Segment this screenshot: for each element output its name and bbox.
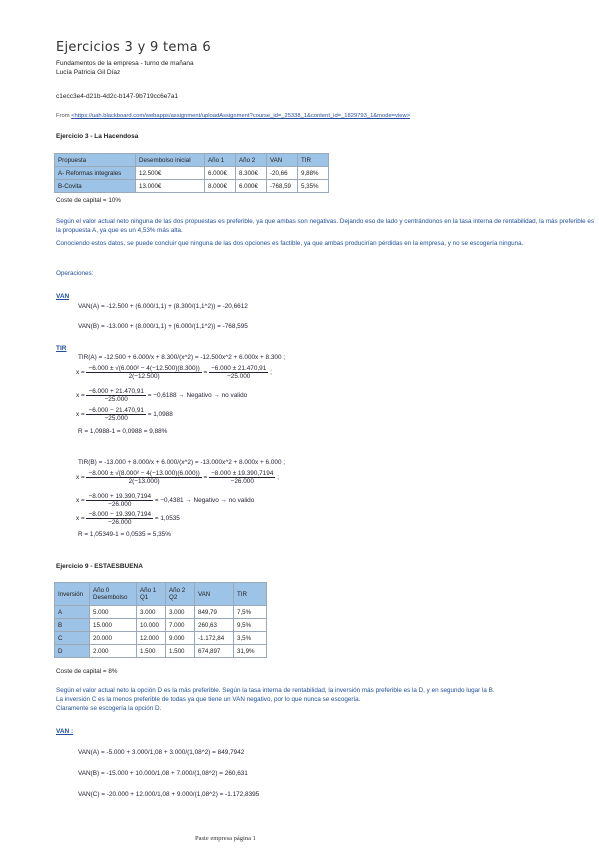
table-cell: 5.000 bbox=[90, 606, 137, 619]
ej3-operations-label: Operaciones: bbox=[56, 270, 94, 277]
table-header-row bbox=[55, 583, 267, 606]
tir-b-result: R = 1,05349-1 = 0,0535 = 5,35% bbox=[78, 531, 171, 538]
table-cell: 9,88% bbox=[298, 167, 329, 180]
table-cell: -768,59 bbox=[267, 180, 298, 193]
table-row bbox=[55, 167, 329, 180]
tir-b-quadratic: x = $\frac{\text{−8.000 ± √(8.000² − 4(−13.000)(6.000))}}{2(-13.000)}$ = $\frac{-8.000 \pm 19.390,7194}{-26.000}$ ; bbox=[76, 470, 279, 485]
table-cell: B bbox=[55, 619, 90, 632]
fraction: $\frac{\text{−8.000 ± √(8.000² − 4(−13.000)(6.000))}}{2(-13.000)}$ bbox=[88, 470, 200, 485]
col-header: VAN bbox=[195, 583, 234, 606]
table-cell: D bbox=[55, 645, 90, 658]
table-cell: 15.000 bbox=[90, 619, 137, 632]
table-cell: 5,35% bbox=[298, 180, 329, 193]
ej3-van-b: VAN(B) = -13.000 + (8.000/1,1) + (6.000/(1,1^2)) = -768,595 bbox=[78, 323, 248, 330]
table-cell: 1.500 bbox=[166, 645, 195, 658]
course-name: Fundamentos de la empresa - turno de mañana bbox=[56, 60, 194, 67]
ej3-van-label: VAN bbox=[56, 293, 70, 300]
tir-b-root-1: x = $\frac{-8.000 + 19.390,7194}{-26.000}$ = −0,4381 → Negativo → no valido bbox=[76, 493, 255, 508]
fraction: $\frac{-6.000 \pm 21.470,91}{-25.000}$ bbox=[211, 365, 267, 380]
table-cell: A bbox=[55, 606, 90, 619]
table-row bbox=[55, 632, 267, 645]
ej9-cost-of-capital: Coste de capital = 8% bbox=[56, 668, 118, 675]
col-header: Año 1 bbox=[205, 154, 236, 167]
table-cell: 3.000 bbox=[137, 606, 166, 619]
col-header: TIR bbox=[234, 583, 267, 606]
table-cell: 13.000€ bbox=[136, 180, 205, 193]
table-cell: 2.000 bbox=[90, 645, 137, 658]
ej9-paragraph-2: La inversión C es la menos preferible de todas ya que tiene un VAN negativo, por lo que nunca se escogería. bbox=[56, 696, 361, 703]
col-header: VAN bbox=[267, 154, 298, 167]
source-line bbox=[56, 112, 410, 120]
tir-b-equation: TIR(B) = -13.000 + 8.000/x + 6.000/(x^2) = -13.000x^2 + 8.000x + 6.000 ; bbox=[78, 459, 286, 466]
table-row bbox=[55, 180, 329, 193]
table-cell: 6.000€ bbox=[205, 167, 236, 180]
table-cell: 12.500€ bbox=[136, 167, 205, 180]
table-cell: 9.000 bbox=[166, 632, 195, 645]
table-row bbox=[55, 645, 267, 658]
table-cell: C bbox=[55, 632, 90, 645]
tir-a-result: R = 1,0988-1 = 0,0988 = 9,88% bbox=[78, 428, 168, 435]
table-cell: -20,66 bbox=[267, 167, 298, 180]
table-cell: 8.300€ bbox=[236, 167, 267, 180]
fraction: $\frac{-8.000 - 19.390,7194}{-26.000}$ bbox=[88, 511, 152, 526]
table-cell: 20.000 bbox=[90, 632, 137, 645]
tir-b-root-2: x = $\frac{-8.000 - 19.390,7194}{-26.000}$ = 1,0535 bbox=[76, 511, 180, 526]
fraction: $\frac{-6.000 + 21.470,91}{-25.000}$ bbox=[88, 388, 144, 403]
table-cell: 10.000 bbox=[137, 619, 166, 632]
tir-a-root-2: x = $\frac{-6.000 - 21.470,91}{-25.000}$ = 1,0988 bbox=[76, 407, 173, 422]
col-header: TIR bbox=[298, 154, 329, 167]
table-cell: 3.000 bbox=[166, 606, 195, 619]
col-header: Inversión bbox=[55, 583, 90, 606]
table-cell: 31,9% bbox=[234, 645, 267, 658]
table-cell: 260,63 bbox=[195, 619, 234, 632]
table-cell: -1.172,84 bbox=[195, 632, 234, 645]
from-label: From bbox=[56, 113, 70, 119]
table-cell: A- Reformas integrales bbox=[55, 167, 136, 180]
table-cell: 7,5% bbox=[234, 606, 267, 619]
fraction: $\frac{-6.000 - 21.470,91}{-25.000}$ bbox=[88, 407, 144, 422]
table-header-row bbox=[55, 154, 329, 167]
table-cell: 849,79 bbox=[195, 606, 234, 619]
table-cell: B-Covita bbox=[55, 180, 136, 193]
table-cell: 674,897 bbox=[195, 645, 234, 658]
document-hash: c1ecc3e4-d21b-4d2c-b147-9b719cc6e7a1 bbox=[56, 93, 179, 100]
table-cell: 8.000€ bbox=[205, 180, 236, 193]
page-footer: Paste empresa página 1 bbox=[195, 835, 256, 842]
tir-a-quadratic: x = $\frac{\text{−6.000 ± √(6.000² − 4(−12.500)(8.300))}}{2(-12.500)}$ = $\frac{-6.000 \pm 21.470,91}{-25.000}$ ; bbox=[76, 365, 272, 380]
table-cell: 12.000 bbox=[137, 632, 166, 645]
col-header: Año 2 Q2 bbox=[166, 583, 195, 606]
ej3-table bbox=[54, 153, 329, 193]
table-cell: 1.500 bbox=[137, 645, 166, 658]
document-title: Ejercicios 3 y 9 tema 6 bbox=[56, 40, 211, 55]
col-header: Desembolso inicial bbox=[136, 154, 205, 167]
ej3-heading: Ejercicio 3 - La Hacendosa bbox=[56, 133, 139, 140]
ej3-paragraph-2: Conociendo estos datos, se puede concluir que ninguna de las dos opciones es factible, ya que ambas producirían pérdidas en la empresa, y no se escogería ninguna. bbox=[56, 240, 524, 247]
ej9-van-a: VAN(A) = -5.000 + 3.000/1,08 + 3.000/(1,08^2) = 849,7942 bbox=[78, 749, 245, 756]
ej3-paragraph-1: Según el valor actual neto ninguna de las dos propuestas es preferible, ya que ambas son negativas. Dejando eso de lado y centrándonos en la tasa interna de rentabilidad, la más preferible es la propuesta A, ya que es un 4,53% más alta. bbox=[56, 218, 595, 234]
tir-a-equation: TIR(A) = -12.500 + 6.000/x + 8.300/(x^2) = -12.500x^2 + 6.000x + 8.300 ; bbox=[78, 354, 286, 361]
ej9-heading: Ejercicio 9 - ESTAESBUENA bbox=[56, 563, 143, 570]
fraction: $\frac{-8.000 \pm 19.390,7194}{-26.000}$ bbox=[211, 470, 274, 485]
tir-a-root-1: x = $\frac{-6.000 + 21.470,91}{-25.000}$ = −0,6188 → Negativo → no valido bbox=[76, 388, 248, 403]
ej3-cost-of-capital: Coste de capital = 10% bbox=[56, 197, 121, 204]
ej3-van-a: VAN(A) = -12.500 + (6.000/1,1) + (8.300/(1,1^2)) = -20,6612 bbox=[78, 303, 248, 310]
table-cell: 7.000 bbox=[166, 619, 195, 632]
source-link[interactable]: <https://uah.blackboard.com/webapps/assignment/uploadAssignment?course_id=_25338_1&content_id=_1829793_1&mode=view> bbox=[71, 113, 411, 119]
table-cell: 3,5% bbox=[234, 632, 267, 645]
col-header: Año 1 Q1 bbox=[137, 583, 166, 606]
table-row bbox=[55, 606, 267, 619]
ej9-van-b: VAN(B) = -15.000 + 10.000/1,08 + 7.000/(1,08^2) = 260,631 bbox=[78, 770, 248, 777]
ej9-paragraph-3: Claramente se escogería la opción D. bbox=[56, 705, 162, 712]
ej9-van-c: VAN(C) = -20.000 + 12.000/1,08 + 9.000/(1,08^2) = -1.172,8395 bbox=[78, 791, 260, 798]
ej3-tir-label: TIR bbox=[56, 345, 67, 352]
ej9-table bbox=[54, 582, 267, 658]
table-cell: 6.000€ bbox=[236, 180, 267, 193]
table-cell: 9,5% bbox=[234, 619, 267, 632]
table-row bbox=[55, 619, 267, 632]
ej9-paragraph-1: Según el valor actual neto la opción D es la más preferible. Según la tasa interna de rentabilidad, la inversión más preferible es la D, y en segundo lugar la B. bbox=[56, 687, 495, 694]
fraction: $\frac{-8.000 + 19.390,7194}{-26.000}$ bbox=[88, 493, 152, 508]
fraction: $\frac{\text{−6.000 ± √(6.000² − 4(−12.500)(8.300))}}{2(-12.500)}$ bbox=[88, 365, 200, 380]
x-equals: x = bbox=[76, 369, 85, 377]
author-name: Lucía Patricia Gil Díaz bbox=[56, 69, 121, 76]
ej9-van-label: VAN : bbox=[56, 728, 74, 735]
col-header: Año 0 Desembolso bbox=[90, 583, 137, 606]
col-header: Propuesta bbox=[55, 154, 136, 167]
col-header: Año 2 bbox=[236, 154, 267, 167]
